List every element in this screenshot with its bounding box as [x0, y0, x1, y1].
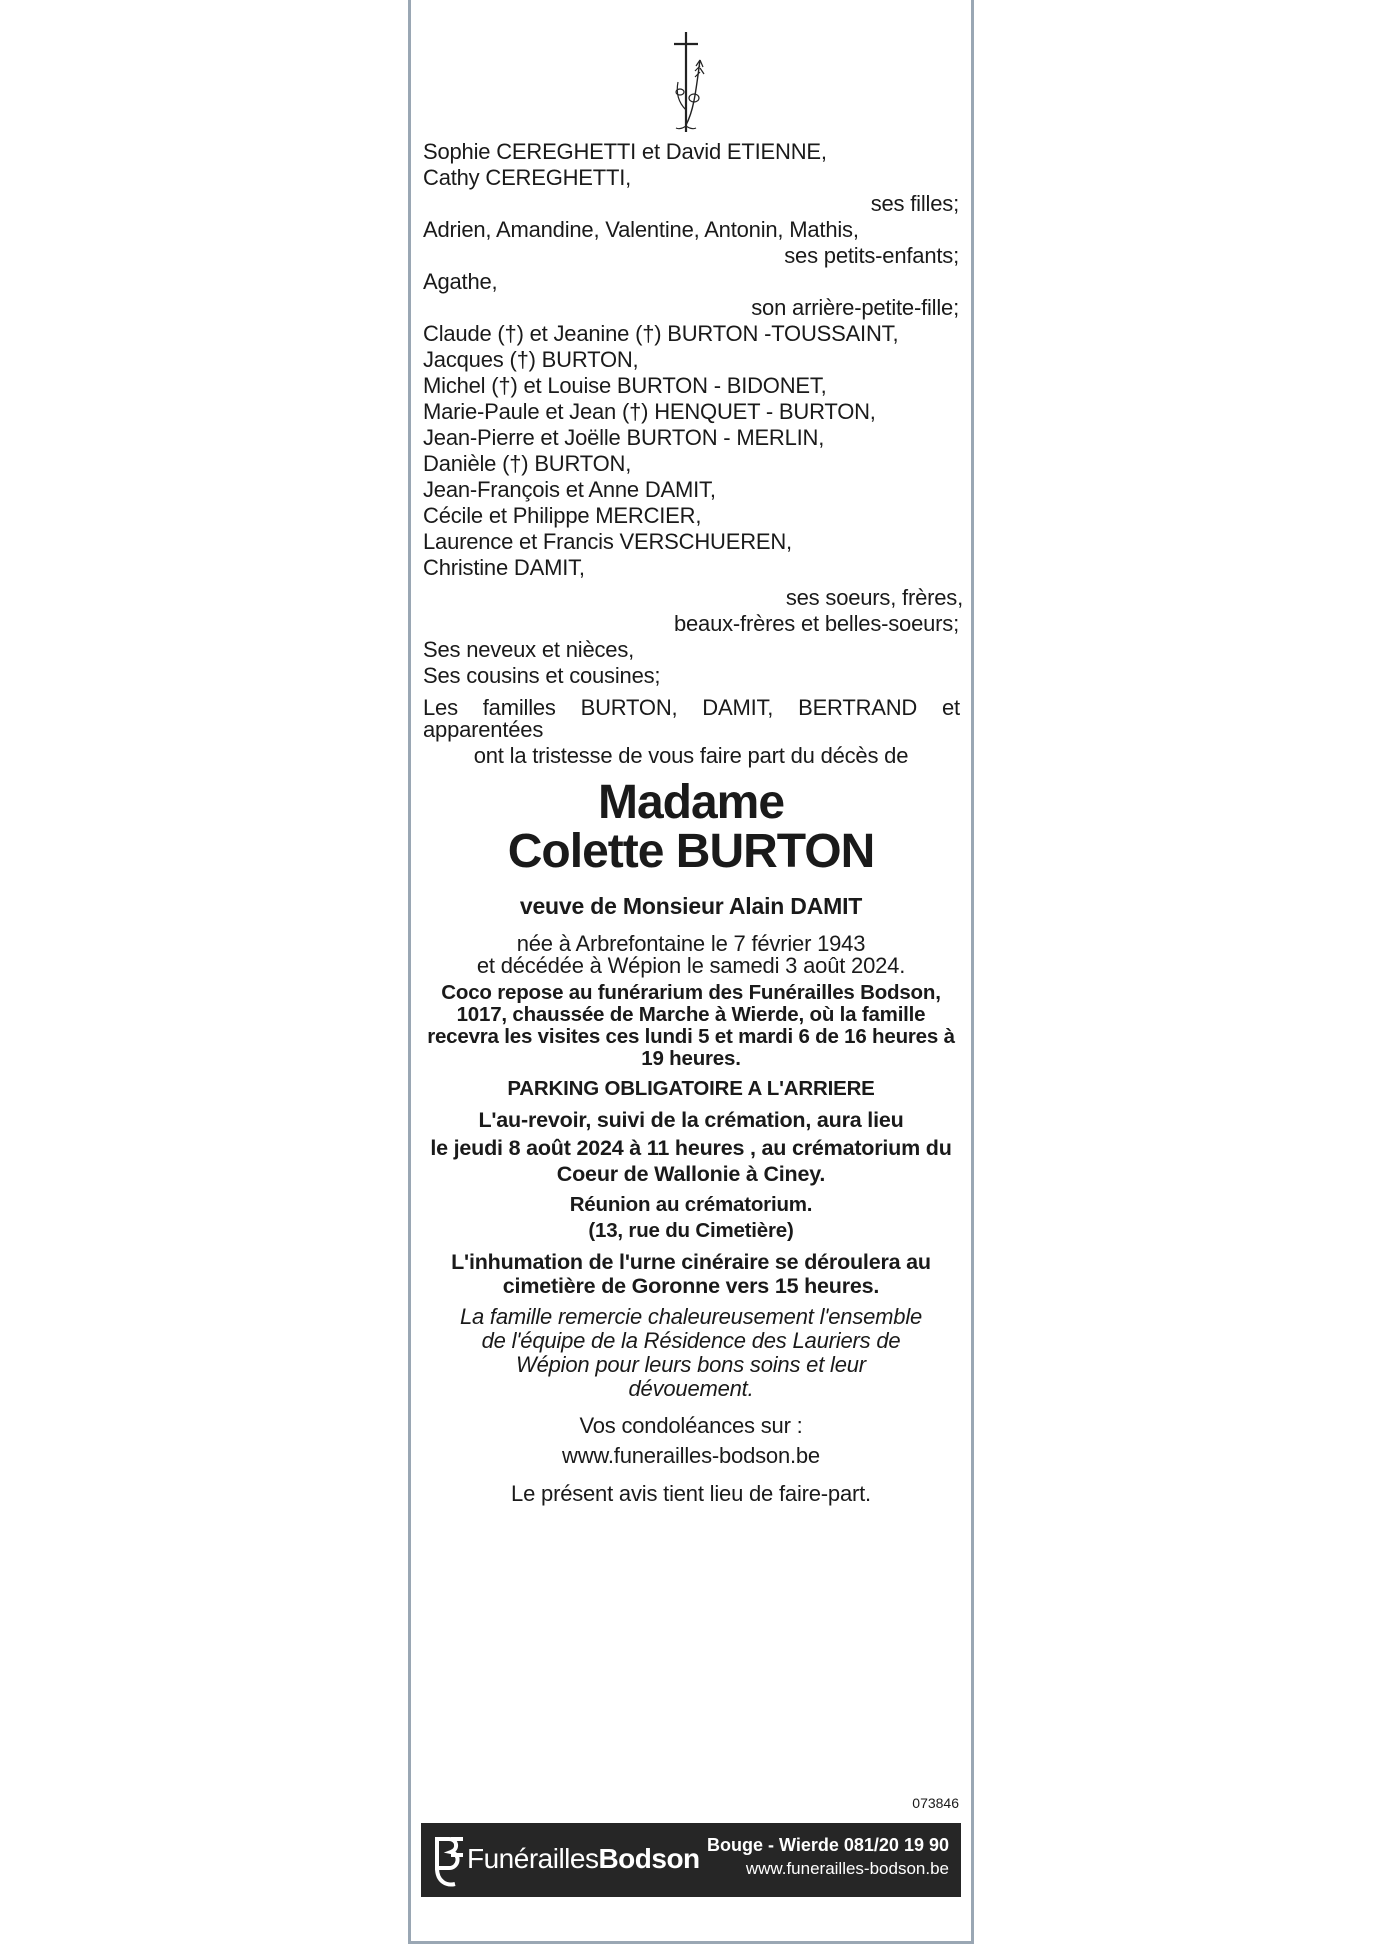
family-line: Michel (†) et Louise BURTON - BIDONET,: [423, 373, 827, 398]
meeting-line: Réunion au crématorium.: [569, 1193, 813, 1216]
thanks-line: Wépion pour leurs bons soins et leur: [516, 1352, 866, 1377]
thanks-line: de l'équipe de la Résidence des Lauriers de: [481, 1328, 901, 1353]
family-line: Cathy CEREGHETTI,: [423, 165, 632, 190]
phone-line: Bouge - Wierde 081/20 19 90: [707, 1835, 949, 1855]
ceremony-line: le jeudi 8 août 2024 à 11 heures , au crématorium du: [430, 1136, 952, 1160]
reference-number: 073846: [912, 1795, 959, 1811]
condolences-link[interactable]: www.funerailles-bodson.be: [562, 1443, 820, 1468]
funerarium-line: Coco repose au funérarium des Funérailles Bodson,: [441, 981, 941, 1004]
family-line: Adrien, Amandine, Valentine, Antonin, Mathis,: [423, 217, 859, 242]
relation-line: ses soeurs, frères,: [785, 585, 963, 610]
deceased-name: Colette BURTON: [507, 825, 875, 878]
spouse-line: veuve de Monsieur Alain DAMIT: [519, 893, 863, 919]
meeting-address: (13, rue du Cimetière): [588, 1219, 794, 1242]
family-line: Ses neveux et nièces,: [423, 637, 635, 662]
announcement-line: ont la tristesse de vous faire part du décès de: [473, 743, 909, 768]
contact-info: [707, 1833, 949, 1881]
family-line: Laurence et Francis VERSCHUEREN,: [423, 529, 792, 554]
family-line: Sophie CEREGHETTI et David ETIENNE,: [423, 139, 827, 164]
funerarium-line: recevra les visites ces lundi 5 et mardi 6 de 16 heures à: [427, 1025, 955, 1048]
brand-name: FunéraillesBodson: [467, 1843, 700, 1874]
footer-banner: [421, 1823, 961, 1897]
parking-notice: PARKING OBLIGATOIRE A L'ARRIERE: [507, 1077, 875, 1100]
family-line: Christine DAMIT,: [423, 555, 585, 580]
relation-line: ses filles;: [870, 191, 959, 216]
death-line: et décédée à Wépion le samedi 3 août 2024.: [476, 953, 906, 978]
urn-line: L'inhumation de l'urne cinéraire se déroulera au: [451, 1250, 931, 1274]
relation-line: son arrière-petite-fille;: [751, 295, 959, 320]
deceased-title: Madame: [597, 776, 785, 829]
thanks-line: dévouement.: [628, 1376, 754, 1401]
bf-monogram-icon: [433, 1835, 465, 1889]
funerarium-line: 1017, chaussée de Marche à Wierde, où la famille: [456, 1003, 926, 1026]
family-line: Jean-Pierre et Joëlle BURTON - MERLIN,: [423, 425, 825, 450]
family-line: apparentées: [423, 717, 544, 742]
family-line: Jacques (†) BURTON,: [423, 347, 639, 372]
family-line: Jean-François et Anne DAMIT,: [423, 477, 716, 502]
funerarium-line: 19 heures.: [641, 1047, 741, 1070]
birth-line: née à Arbrefontaine le 7 février 1943: [516, 931, 866, 956]
relation-line: beaux-frères et belles-soeurs;: [673, 611, 959, 636]
ceremony-line: Coeur de Wallonie à Ciney.: [556, 1162, 826, 1186]
family-line: Marie-Paule et Jean (†) HENQUET - BURTON,: [423, 399, 876, 424]
ceremony-line: L'au-revoir, suivi de la crémation, aura lieu: [478, 1108, 904, 1132]
cross-with-wheat-icon: [656, 30, 716, 135]
family-line: Cécile et Philippe MERCIER,: [423, 503, 702, 528]
family-line: Claude (†) et Jeanine (†) BURTON -TOUSSAINT,: [423, 321, 899, 346]
closing-line: Le présent avis tient lieu de faire-part.: [511, 1481, 871, 1506]
obituary-notice: [408, 0, 974, 1944]
family-line: Danièle (†) BURTON,: [423, 451, 632, 476]
urn-line: cimetière de Goronne vers 15 heures.: [502, 1274, 880, 1298]
families-line: Les familles BURTON, DAMIT, BERTRAND et: [423, 695, 960, 720]
website-link[interactable]: www.funerailles-bodson.be: [745, 1859, 949, 1878]
family-line: Ses cousins et cousines;: [423, 663, 661, 688]
thanks-line: La famille remercie chaleureusement l'ensemble: [459, 1304, 923, 1329]
family-line: Agathe,: [423, 269, 498, 294]
relation-line: ses petits-enfants;: [784, 243, 959, 268]
condolences-label: Vos condoléances sur :: [579, 1413, 803, 1438]
